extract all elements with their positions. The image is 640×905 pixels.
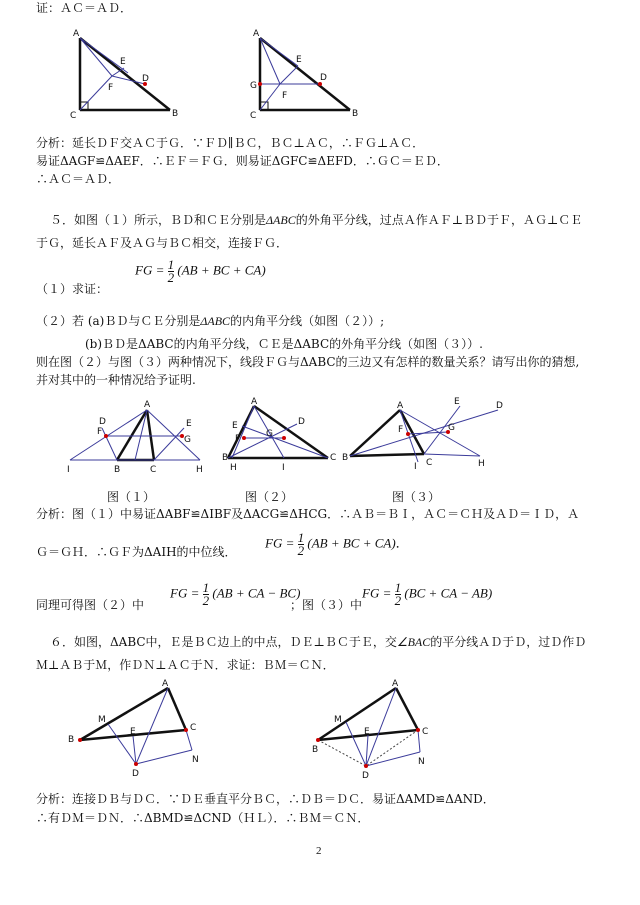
fig3-label-d: D <box>99 417 106 427</box>
fig4-label-a: A <box>251 397 258 407</box>
fig7-label-a: A <box>392 679 399 689</box>
fig1-label-a: A <box>73 29 80 39</box>
fig4-label-b: B <box>222 453 229 463</box>
figure-5-2 <box>222 396 342 476</box>
problem6-line1: ６．如图，ΔABC中，Ｅ是ＢＣ边上的中点，ＤＥ⊥ＢＣ于Ｅ，交∠BAC的平分线ＡＤ于Ｄ，过Ｄ作Ｄ <box>50 635 587 649</box>
fig5-label-c: C <box>426 458 433 468</box>
fig2-label-b: B <box>352 109 359 119</box>
fig5-label-g: G <box>448 423 455 433</box>
fig6-label-m: M <box>98 715 106 725</box>
analysis5-formula1: FG = $\frac{1}{2}$ (AB + BC + CA)． <box>265 530 409 558</box>
caption-fig2: 图（２） <box>245 490 294 504</box>
fig4-label-g: G <box>266 429 273 439</box>
problem5-part2-line3: 则在图（２）与图（３）两种情况下，线段ＦＧ与ΔABC的三边又有怎样的数量关系？请写出你的猜想, <box>36 355 580 369</box>
fig6-label-d: D <box>132 769 139 779</box>
analysis6-line2: ∴有ＤＭ＝ＤＮ．∴ΔBMD≌ΔCND（ＨＬ）．∴ＢＭ＝ＣＮ． <box>36 811 370 825</box>
fig7-label-m: M <box>334 715 342 725</box>
fig3-label-b: B <box>114 465 121 475</box>
fig7-label-n: N <box>418 757 425 767</box>
top-line: 证：ＡＣ＝ＡＤ． <box>36 1 133 15</box>
problem5-part2-line1: （２）若 (a)ＢＤ与ＣＥ分别是ΔABC的内角平分线（如图（２））; <box>36 314 385 328</box>
fig7-label-b: B <box>312 745 319 755</box>
fig3-label-c: C <box>150 465 157 475</box>
figure-6-right <box>308 678 458 783</box>
analysis1-line3: ∴ＡＣ＝ＡＤ． <box>36 172 121 186</box>
fig5-label-e: E <box>454 397 460 407</box>
analysis5-line3a: 同理可得图（２）中 <box>36 598 145 612</box>
fig6-label-a: A <box>162 679 169 689</box>
figure-right-triangle-1 <box>70 28 200 120</box>
fig4-label-e: E <box>232 421 238 431</box>
analysis5-line1: 分析：图（１）中易证ΔABF≌ΔIBF及ΔACG≌ΔHCG．∴ＡＢ＝ＢＩ，ＡＣ＝ＣＨ及ＡＤ＝ＩＤ，Ａ <box>36 507 580 521</box>
fig5-label-f: F <box>398 425 404 435</box>
problem6-line2: Ｍ⊥ＡＢ于Ｍ，作ＤＮ⊥ＡＣ于Ｎ．求证：ＢＭ＝ＣＮ． <box>36 658 335 672</box>
analysis6-line1: 分析：连接ＤＢ与ＤＣ．∵ＤＥ垂直平分ＢＣ，∴ＤＢ＝ＤＣ．易证ΔAMD≌ΔAND． <box>36 792 495 806</box>
figure-5-1 <box>62 398 212 478</box>
fig7-label-e: E <box>364 727 370 737</box>
figure-5-3 <box>340 396 510 476</box>
problem5-formula: FG = $\frac{1}{2}$ (AB + BC + CA) <box>135 257 266 285</box>
fig4-label-h: H <box>230 463 237 473</box>
analysis5-line2: Ｇ＝ＧＨ．∴ＧＦ为ΔAIH的中位线． <box>36 545 237 559</box>
fig6-label-e: E <box>130 727 136 737</box>
caption-fig1: 图（１） <box>107 490 156 504</box>
fig1-label-f: F <box>108 83 114 93</box>
problem5-part1: （１）求证： <box>36 282 109 296</box>
fig2-label-f: F <box>282 91 288 101</box>
fig1-label-b: B <box>172 109 179 119</box>
fig4-label-c: C <box>330 453 337 463</box>
fig3-label-g: G <box>184 435 191 445</box>
fig5-label-a: A <box>397 401 404 411</box>
fig4-label-d: D <box>298 417 305 427</box>
fig2-label-e: E <box>296 55 302 65</box>
fig1-label-c: C <box>70 111 77 121</box>
figure-6-left <box>68 678 218 783</box>
problem5-line1: ５．如图（１）所示，ＢＤ和ＣＥ分别是ΔABC的外角平分线，过点Ａ作ＡＦ⊥ＢＤ于Ｆ，ＡＧ⊥ＣＥ <box>50 213 583 227</box>
fig5-label-i: I <box>414 462 417 472</box>
figure-right-triangle-2 <box>250 28 380 120</box>
caption-fig3: 图（３） <box>392 490 441 504</box>
fig5-label-b: B <box>342 453 349 463</box>
fig5-label-d: D <box>496 401 503 411</box>
fig3-label-a: A <box>144 400 151 410</box>
fig4-label-i: I <box>282 463 285 473</box>
fig6-label-b: B <box>68 735 75 745</box>
fig3-label-h: H <box>196 465 203 475</box>
analysis1-line1: 分析：延长ＤＦ交ＡＣ于Ｇ．∵ＦＤ∥ＢＣ，ＢＣ⊥ＡＣ，∴ＦＧ⊥ＡＣ． <box>36 136 425 150</box>
fig7-label-d: D <box>362 771 369 781</box>
fig2-label-c: C <box>250 111 257 121</box>
fig7-label-c: C <box>422 727 429 737</box>
fig4-label-f: F <box>235 434 241 444</box>
fig2-label-a: A <box>253 29 260 39</box>
problem5-part2-line2: (b)ＢＤ是ΔABC的内角平分线，ＣＥ是ΔABC的外角平分线（如图（３））. <box>85 337 483 351</box>
analysis1-line2: 易证ΔAGF≌ΔAEF．∴ＥＦ＝ＦＧ．则易证ΔGFC≌ΔEFD．∴ＧＣ＝ＥＤ． <box>36 154 449 168</box>
fig1-label-e: E <box>120 57 126 67</box>
problem5-line2: 于Ｇ，延长ＡＦ及ＡＧ与ＢＣ相交，连接ＦＧ． <box>36 236 289 250</box>
fig3-label-i: I <box>67 465 70 475</box>
fig6-label-c: C <box>190 723 197 733</box>
fig6-label-n: N <box>192 755 199 765</box>
analysis5-formula3: FG = $\frac{1}{2}$ (BC + CA − AB) <box>362 580 493 608</box>
page-number: 2 <box>316 845 322 857</box>
fig5-label-h: H <box>478 459 485 469</box>
problem5-part2-line4: 并对其中的一种情况给予证明. <box>36 373 196 387</box>
fig2-label-g: G <box>250 81 257 91</box>
fig2-label-d: D <box>320 73 327 83</box>
analysis5-line3b: ；图（３）中 <box>290 598 363 612</box>
analysis5-formula2: FG = $\frac{1}{2}$ (AB + CA − BC) <box>170 580 301 608</box>
fig3-label-e: E <box>186 419 192 429</box>
fig3-label-f: F <box>97 427 103 437</box>
fig1-label-d: D <box>142 74 149 84</box>
